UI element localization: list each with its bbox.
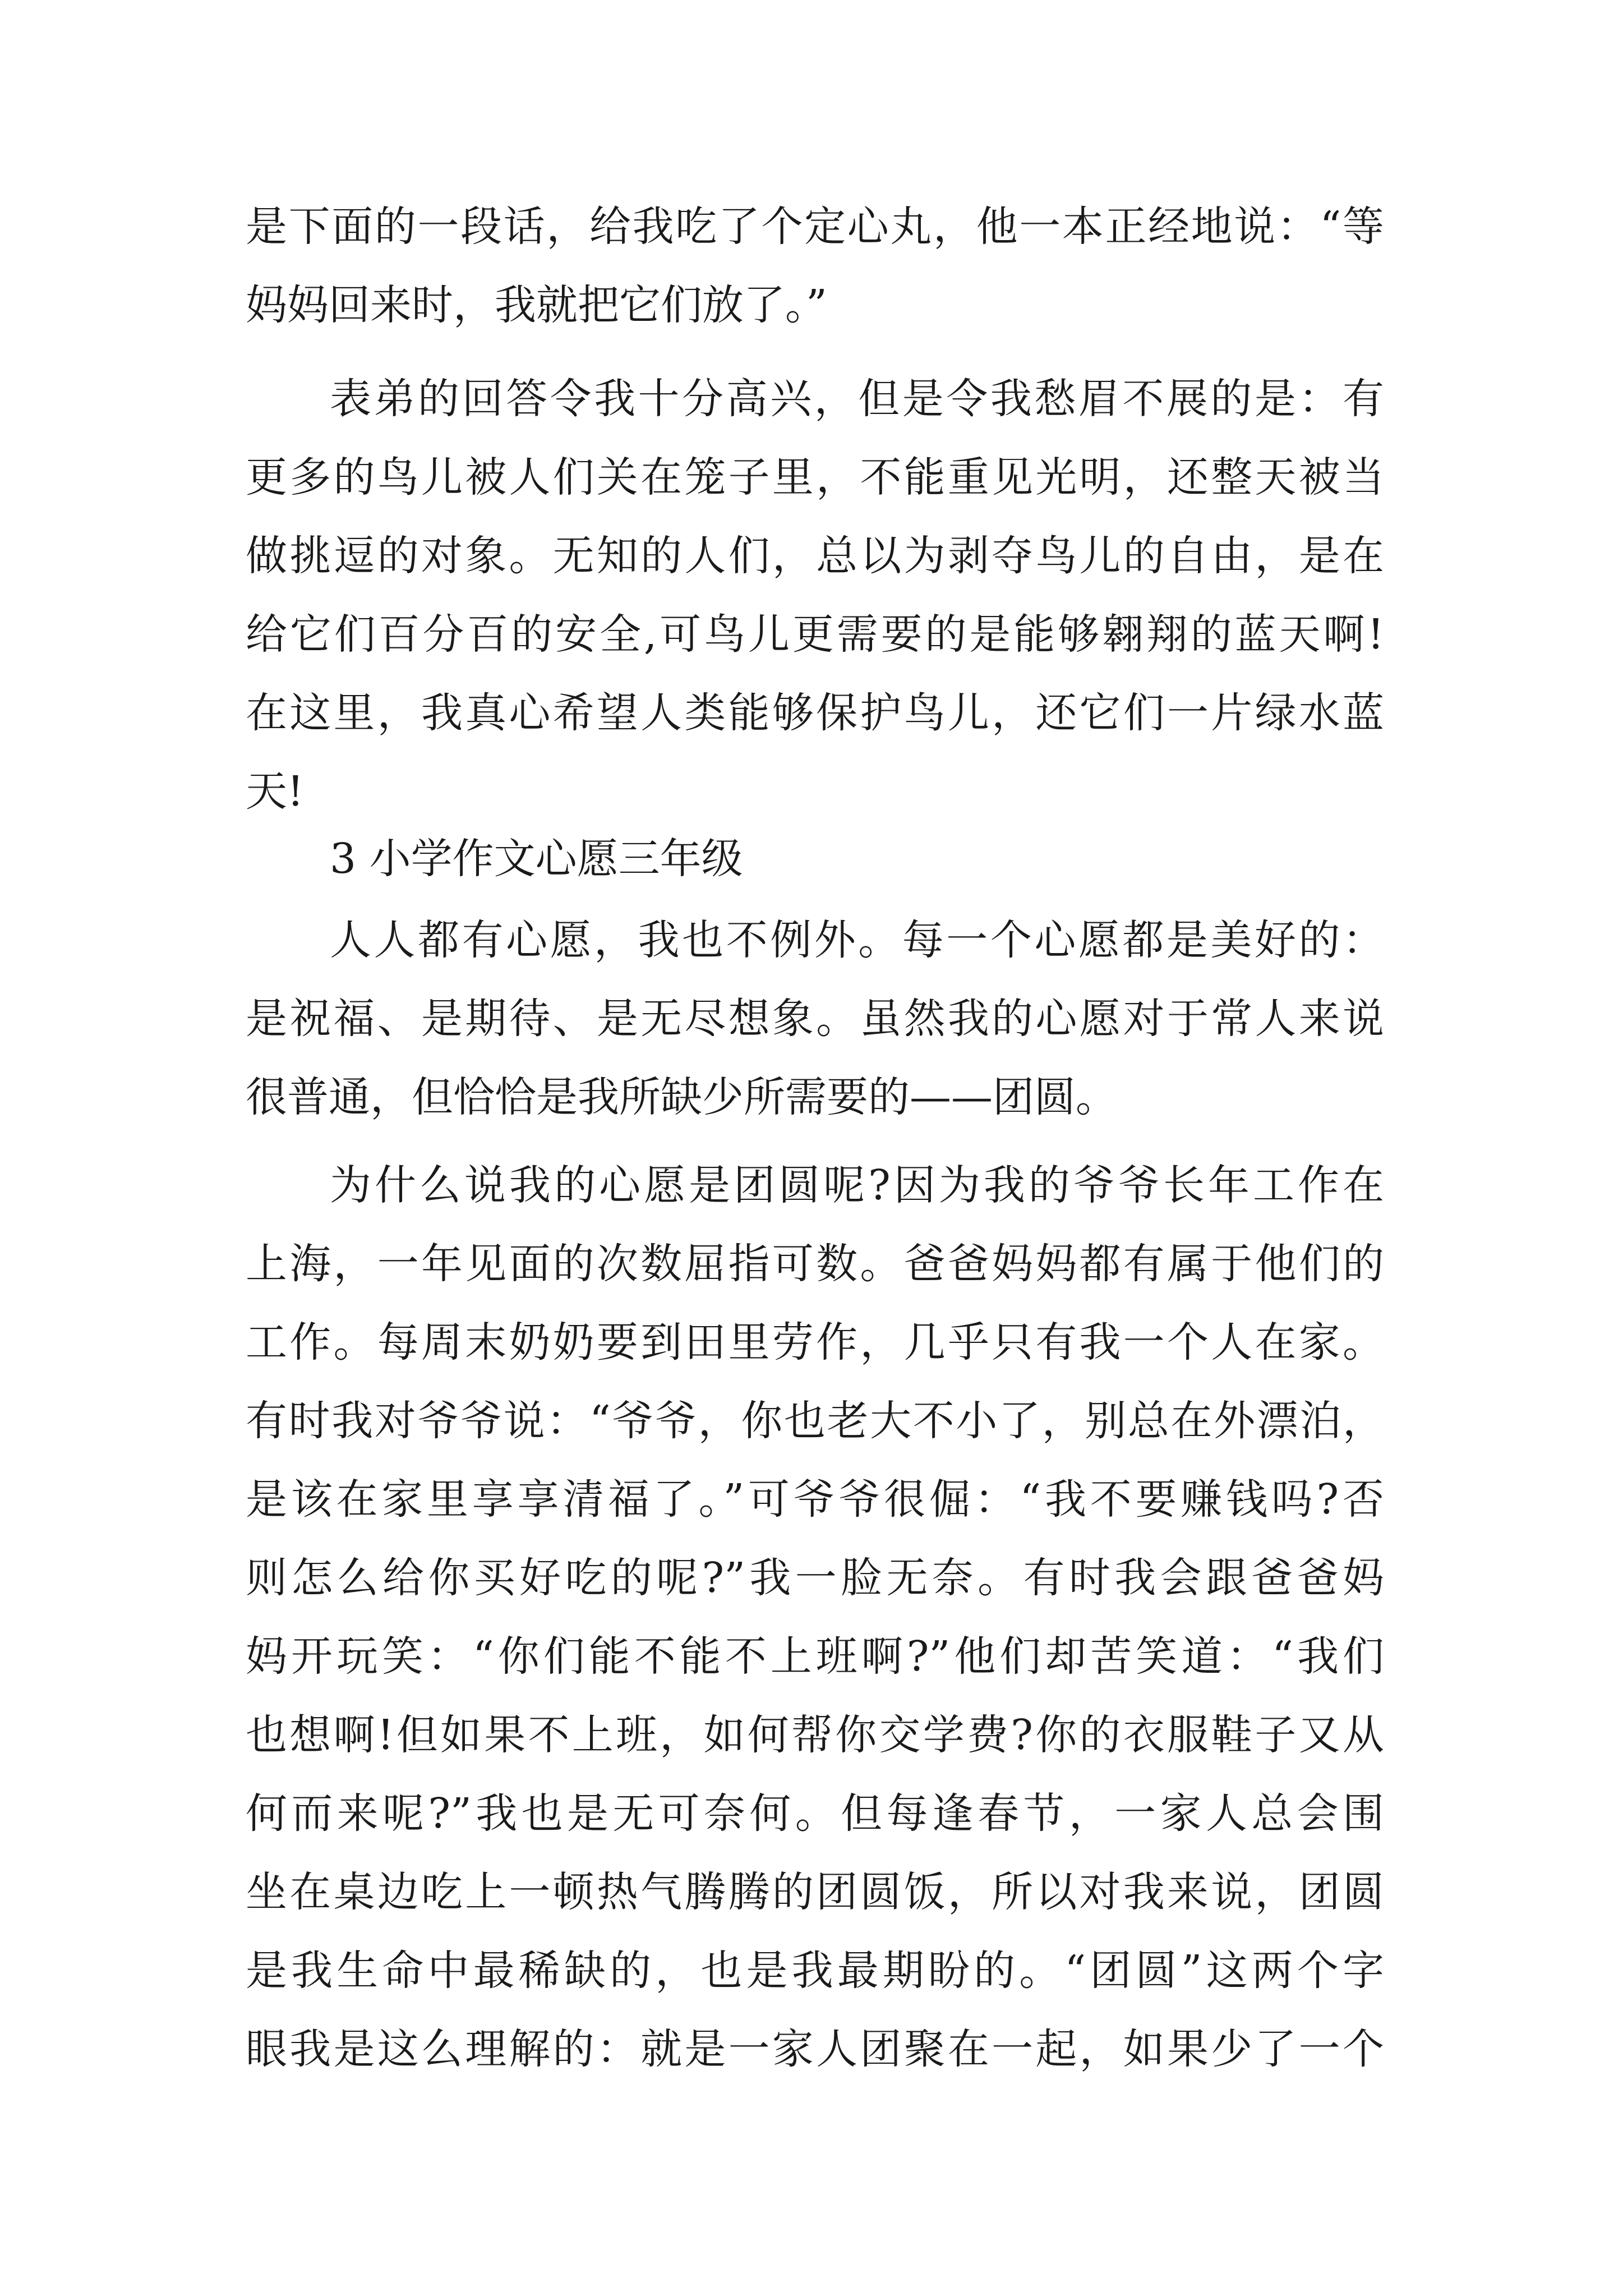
text-line: 给它们百分百的安全,可鸟儿更需要的是能够翱翔的蓝天啊! xyxy=(246,610,1384,659)
text-line: 在这里，我真心希望人类能够保护鸟儿，还它们一片绿水蓝 xyxy=(246,689,1384,737)
text-line: 做挑逗的对象。无知的人们，总以为剥夺鸟儿的自由，是在 xyxy=(246,532,1384,580)
text-line: 是下面的一段话，给我吃了个定心丸，他一本正经地说：“等 xyxy=(246,203,1384,251)
text-line: 妈妈回来时，我就把它们放了。” xyxy=(246,281,827,329)
text-line: 坐在桌边吃上一顿热气腾腾的团圆饭，所以对我来说，团圆 xyxy=(246,1868,1384,1916)
text-line: 有时我对爷爷说：“爷爷，你也老大不小了，别总在外漂泊， xyxy=(246,1397,1384,1445)
text-line: 天! xyxy=(246,767,304,816)
text-line: 更多的鸟儿被人们关在笼子里，不能重见光明，还整天被当 xyxy=(246,453,1384,501)
text-line: 为什么说我的心愿是团圆呢?因为我的爷爷长年工作在 xyxy=(330,1161,1384,1209)
text-line: 何而来呢?”我也是无可奈何。但每逢春节，一家人总会围 xyxy=(246,1789,1384,1838)
text-line: 表弟的回答令我十分高兴，但是令我愁眉不展的是：有 xyxy=(330,375,1384,423)
text-line: 也想啊!但如果不上班，如何帮你交学费?你的衣服鞋子又从 xyxy=(246,1711,1384,1759)
text-line: 是该在家里享享清福了。”可爷爷很倔：“我不要赚钱吗?否 xyxy=(246,1475,1384,1524)
text-line: 工作。每周末奶奶要到田里劳作，几乎只有我一个人在家。 xyxy=(246,1318,1384,1366)
text-line: 是我生命中最稀缺的，也是我最期盼的。“团圆”这两个字 xyxy=(246,1947,1384,1995)
text-line: 是祝福、是期待、是无尽想象。虽然我的心愿对于常人来说 xyxy=(246,995,1384,1043)
text-line: 妈开玩笑：“你们能不能不上班啊?”他们却苦笑道：“我们 xyxy=(246,1632,1384,1681)
text-line: 人人都有心愿，我也不例外。每一个心愿都是美好的： xyxy=(330,916,1384,964)
text-line: 则怎么给你买好吃的呢?”我一脸无奈。有时我会跟爸爸妈 xyxy=(246,1554,1384,1602)
section-heading: 3 小学作文心愿三年级 xyxy=(330,835,743,883)
text-line: 眼我是这么理解的：就是一家人团聚在一起，如果少了一个 xyxy=(246,2025,1384,2073)
text-line: 上海，一年见面的次数屈指可数。爸爸妈妈都有属于他们的 xyxy=(246,1240,1384,1288)
text-line: 很普通，但恰恰是我所缺少所需要的——团圆。 xyxy=(246,1073,1117,1121)
